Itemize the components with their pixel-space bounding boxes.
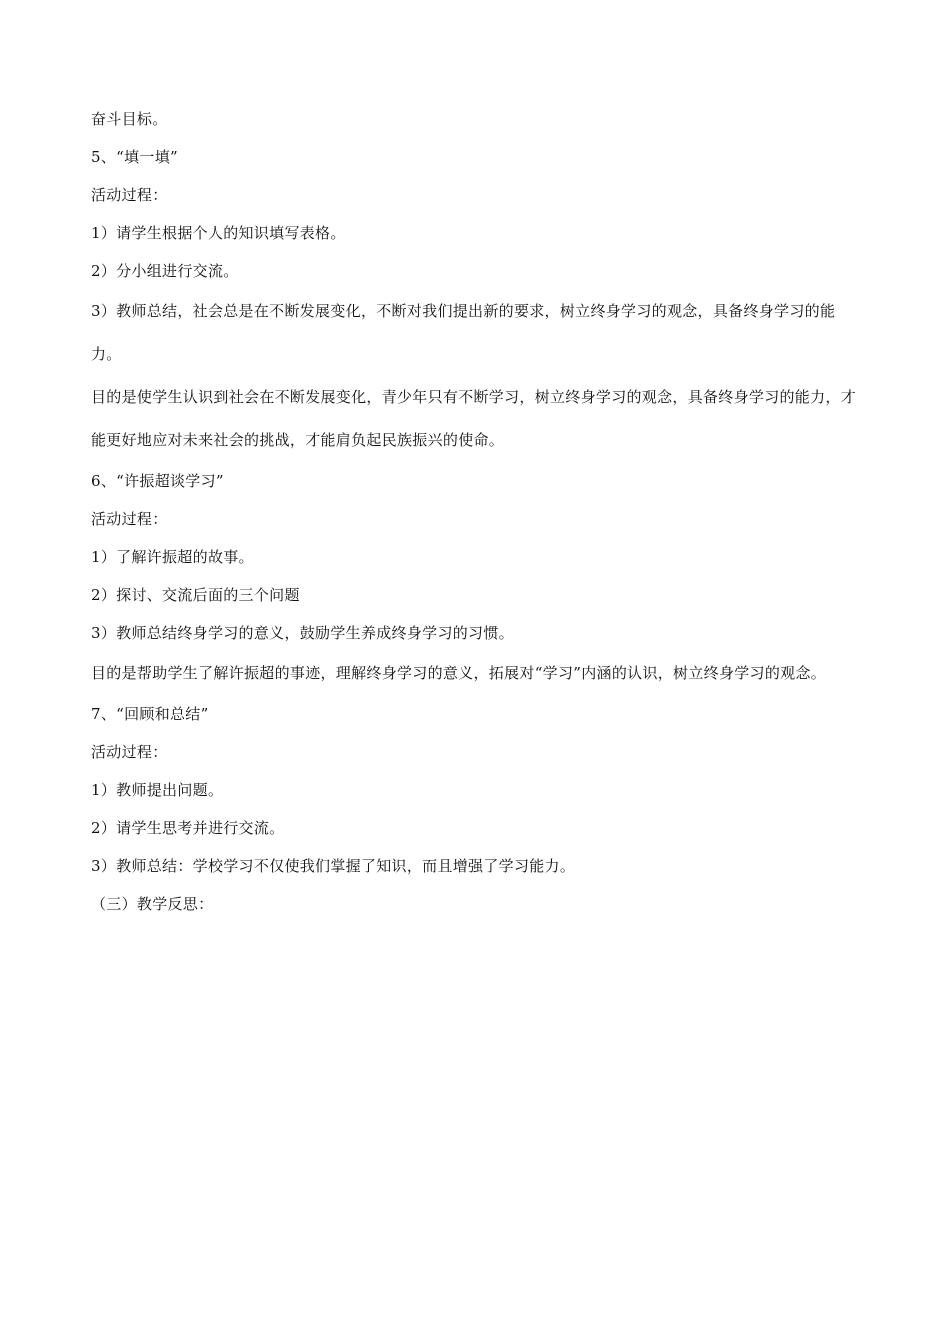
step-item: 2）分小组进行交流。: [91, 262, 239, 280]
step-item: 2）请学生思考并进行交流。: [91, 819, 285, 837]
purpose-paragraph: 目的是帮助学生了解许振超的事迹，理解终身学习的意义，拓展对“学习”内涵的认识，树立终身学习的观念。: [91, 664, 827, 682]
document-body: [91, 100, 861, 923]
step-item: 1）教师提出问题。: [91, 781, 224, 799]
step-item: 1）了解许振超的故事。: [91, 548, 254, 566]
section-heading-6: 6、“许振超谈学习”: [91, 472, 224, 490]
section-heading-5: 5、“填一填”: [91, 148, 178, 166]
step-item: 1）请学生根据个人的知识填写表格。: [91, 224, 346, 242]
step-item: 2）探讨、交流后面的三个问题: [91, 586, 300, 604]
teaching-reflection-heading: （三）教学反思：: [91, 895, 214, 913]
step-item: 3）教师总结，社会总是在不断发展变化，不断对我们提出新的要求，树立终身学习的观念，具备终身学习的能力。: [91, 302, 836, 363]
activity-process-label: 活动过程：: [91, 186, 168, 204]
step-item: 3）教师总结终身学习的意义，鼓励学生养成终身学习的习惯。: [91, 624, 514, 642]
purpose-paragraph: 目的是使学生认识到社会在不断发展变化，青少年只有不断学习，树立终身学习的观念，具备终身学习的能力，才能更好地应对未来社会的挑战，才能肩负起民族振兴的使命。: [91, 388, 857, 449]
step-item: 3）教师总结：学校学习不仅使我们掌握了知识，而且增强了学习能力。: [91, 857, 576, 875]
paragraph-goal-end: 奋斗目标。: [91, 110, 168, 128]
section-heading-7: 7、“回顾和总结”: [91, 705, 209, 723]
activity-process-label: 活动过程：: [91, 743, 168, 761]
activity-process-label: 活动过程：: [91, 510, 168, 528]
